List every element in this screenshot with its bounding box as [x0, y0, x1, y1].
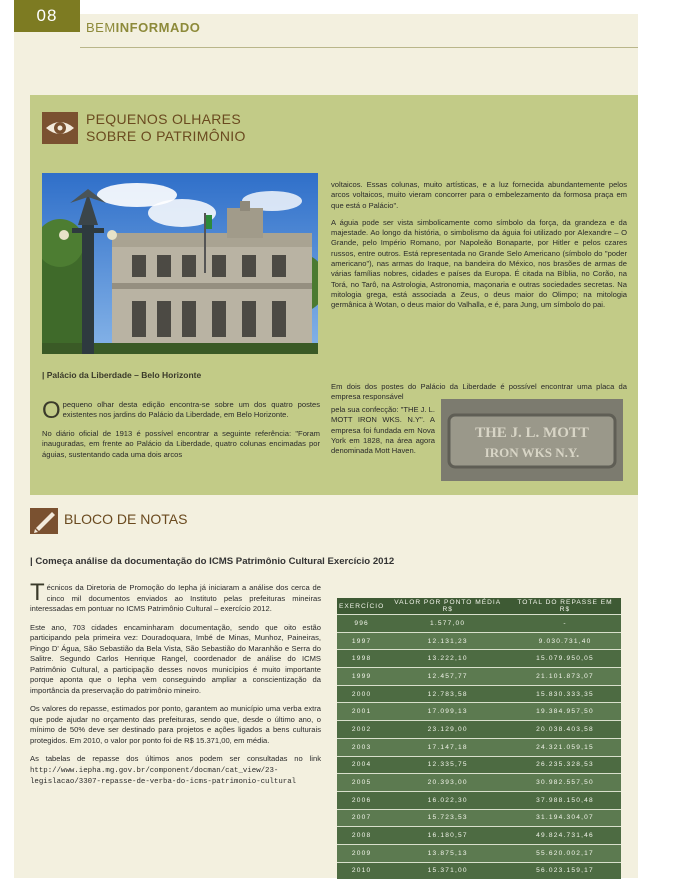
page-number: 08	[14, 0, 80, 32]
table-cell: 1997	[337, 632, 386, 650]
article-paragraph-1: écnicos da Diretoria de Promoção do Iepha já iniciaram a análise dos cerca de cinco mil documentos enviados ao Instituto pelas prefeituras mineiras interessadas em pontuar no ICMS Patrimônio Cultural – exercício 2012.	[30, 583, 321, 613]
diary-paragraph: No diário oficial de 1913 é possível encontrar a seguinte referência: "Foram inauguradas, em frente ao Palácio da Liberdade, quatro colunas encimadas por águias, sustentando cada uma dois arcos	[42, 428, 320, 459]
article-paragraph-2: Este ano, 703 cidades encaminharam documentação, sendo que oito estão participando pela primeira vez: Douradoquara, Imbé de Minas, Munhoz, Paineiras, Pingo D' Água, São Sebastião da Bela Vista, São Sebastião do Maranhão e Serra do Salitre. Segundo Carlos Henrique Rangel, coordenador de análise do ICMS Patrimônio Cultural, a participação desses novos municípios é muito importante porque aponta que o Iepha vem conseguindo ampliar a conscientização da importância da preservação do patrimônio mineiro.	[30, 622, 321, 695]
table-cell: 16.022,30	[386, 791, 509, 809]
photo-caption: | Palácio da Liberdade – Belo Horizonte	[42, 370, 202, 380]
table-row	[337, 738, 621, 756]
table-cell: 996	[337, 615, 386, 633]
plaque-engraving-line2: IRON WKS N.Y.	[484, 445, 580, 460]
table-cell: 2010	[337, 862, 386, 879]
notes-section-title: BLOCO DE NOTAS	[64, 511, 188, 527]
heritage-column-2	[331, 180, 627, 318]
plaque-intro: Em dois dos postes do Palácio da Liberdade é possível encontrar uma placa da empresa responsável	[331, 382, 627, 402]
table-header-cell: TOTAL DO REPASSE EM R$	[509, 598, 621, 615]
article-body	[30, 579, 321, 796]
table-cell: 1.577,00	[386, 615, 509, 633]
table-row	[337, 632, 621, 650]
table-row	[337, 615, 621, 633]
table-row	[337, 668, 621, 686]
table-cell: 15.371,00	[386, 862, 509, 879]
table-cell: 2001	[337, 703, 386, 721]
table-cell: 2008	[337, 827, 386, 845]
table-row	[337, 774, 621, 792]
table-cell: 2007	[337, 809, 386, 827]
table-cell: 12.783,58	[386, 685, 509, 703]
table-cell: 30.982.557,50	[509, 774, 621, 792]
title-part-b: INFORMADO	[115, 20, 201, 35]
section-title-line2: SOBRE O PATRIMÔNIO	[86, 128, 246, 144]
table-cell: 2006	[337, 791, 386, 809]
table-cell: 12.131,23	[386, 632, 509, 650]
table-cell: 17.147,18	[386, 738, 509, 756]
table-row	[337, 791, 621, 809]
table-cell: 9.030.731,40	[509, 632, 621, 650]
heritage-column-1	[42, 397, 320, 468]
table-header-row	[337, 598, 621, 615]
section-title	[86, 111, 246, 145]
table-row	[337, 756, 621, 774]
article-paragraph-3: Os valores do repasse, estimados por ponto, garantem ao município uma verba extra que pode ajudar no orçamento das prefeituras, sendo que, desde o último ano, o mínimo de 50% deve ser destinado para projetos e ações ligados a bens culturais protegidos. Em 2010, o valor por ponto foi de R$ 15.371,00, em média.	[30, 704, 321, 745]
repasse-link[interactable]: http://www.iepha.mg.gov.br/component/docman/cat_view/23-legislacao/3307-repasse-de-verba-do-icms-patrimonio-cultural	[30, 766, 297, 786]
table-cell: 13.222,10	[386, 650, 509, 668]
repasse-table	[337, 598, 621, 879]
table-cell: 17.099,13	[386, 703, 509, 721]
table-row	[337, 721, 621, 739]
drop-cap: O	[42, 397, 61, 424]
plaque-engraving-line1: THE J. L. MOTT	[475, 425, 589, 441]
table-cell: 12.335,75	[386, 756, 509, 774]
table-cell: 15.079.950,05	[509, 650, 621, 668]
drop-cap-2: T	[30, 579, 45, 606]
table-cell: 31.194.304,07	[509, 809, 621, 827]
table-cell: 20.038.403,58	[509, 721, 621, 739]
table-row	[337, 650, 621, 668]
table-row	[337, 703, 621, 721]
table-row	[337, 862, 621, 879]
table-cell: 12.457,77	[386, 668, 509, 686]
table-cell: 56.023.159,17	[509, 862, 621, 879]
article-headline: | Começa análise da documentação do ICMS Patrimônio Cultural Exercício 2012	[30, 556, 395, 567]
table-cell: 13.875,13	[386, 844, 509, 862]
table-row	[337, 827, 621, 845]
table-cell: 20.393,00	[386, 774, 509, 792]
table-row	[337, 685, 621, 703]
plaque-photo	[441, 399, 623, 481]
table-cell: -	[509, 615, 621, 633]
table-header-cell: VALOR POR PONTO MÉDIA R$	[386, 598, 509, 615]
table-cell: 2004	[337, 756, 386, 774]
table-cell: 2000	[337, 685, 386, 703]
title-part-a: BEM	[86, 20, 116, 35]
table-cell: 2009	[337, 844, 386, 862]
table-cell: 1999	[337, 668, 386, 686]
table-cell: 16.180,57	[386, 827, 509, 845]
table-cell: 15.723,53	[386, 809, 509, 827]
table-row	[337, 844, 621, 862]
section-title-line1: PEQUENOS OLHARES	[86, 111, 241, 127]
table-cell: 26.235.328,53	[509, 756, 621, 774]
table-cell: 23.129,00	[386, 721, 509, 739]
column2-paragraph-1: voltaicos. Essas colunas, muito artísticas, e a luz fornecida abundantemente pelos arcos voltaicos, muito vieram concorrer para o embelezamento da formosa praça em que está o Palácio".	[331, 180, 627, 210]
publication-title	[86, 20, 200, 35]
palace-photo	[42, 173, 318, 354]
table-header-cell: EXERCÍCIO	[337, 598, 386, 615]
table-row	[337, 809, 621, 827]
eagle-paragraph: A águia pode ser vista simbolicamente como símbolo da força, da grandeza e da majestade. Ao longo da história, o simbolismo da águia foi utilizado por Alexandre – O Grande, pelo Império Romano, por Napoleão Bonaparte, por Hitler e pelos czares russos, entre outros. Está representada no Grande Selo Americano (símbolo do "poder americano"), nas armas do Iraque, na bandeira do México, nos brasões de armas de várias famílias nobres, cidades e países da Europa. É citada na Bíblia, no Corão, na Torá, no Tarô, na Astrologia, Astronomia, maçonaria e outras sociedades secretas. Na mitologia grega, está associada a Zeus, o deus maior do Olimpo; na mitologia germânica à Wotan, o deus maior do Valhalla, e é, para Jung, um símbolo do pai.	[331, 217, 627, 310]
table-cell: 21.101.873,07	[509, 668, 621, 686]
table-cell: 24.321.059,15	[509, 738, 621, 756]
notebook-icon	[30, 508, 58, 534]
plaque-paragraph: pela sua confecção: "THE J. L. MOTT IRON WKS. N.Y". A empresa foi fundada em Nova York em 1828, na área agora denominada Mott Haven.	[331, 405, 435, 456]
lead-paragraph: pequeno olhar desta edição encontra-se sobre um dos quatro postes existentes nos jardins do Palácio da Liberdade, em Belo Horizonte.	[62, 400, 320, 420]
table-cell: 2003	[337, 738, 386, 756]
table-cell: 1998	[337, 650, 386, 668]
article-paragraph-4: As tabelas de repasse dos últimos anos podem ser consultadas no link	[30, 754, 321, 763]
table-cell: 2002	[337, 721, 386, 739]
table-cell: 2005	[337, 774, 386, 792]
table-cell: 55.620.002,17	[509, 844, 621, 862]
table-cell: 37.988.150,48	[509, 791, 621, 809]
table-cell: 19.384.957,50	[509, 703, 621, 721]
table-cell: 49.824.731,46	[509, 827, 621, 845]
eye-icon	[42, 112, 78, 144]
table-cell: 15.830.333,35	[509, 685, 621, 703]
